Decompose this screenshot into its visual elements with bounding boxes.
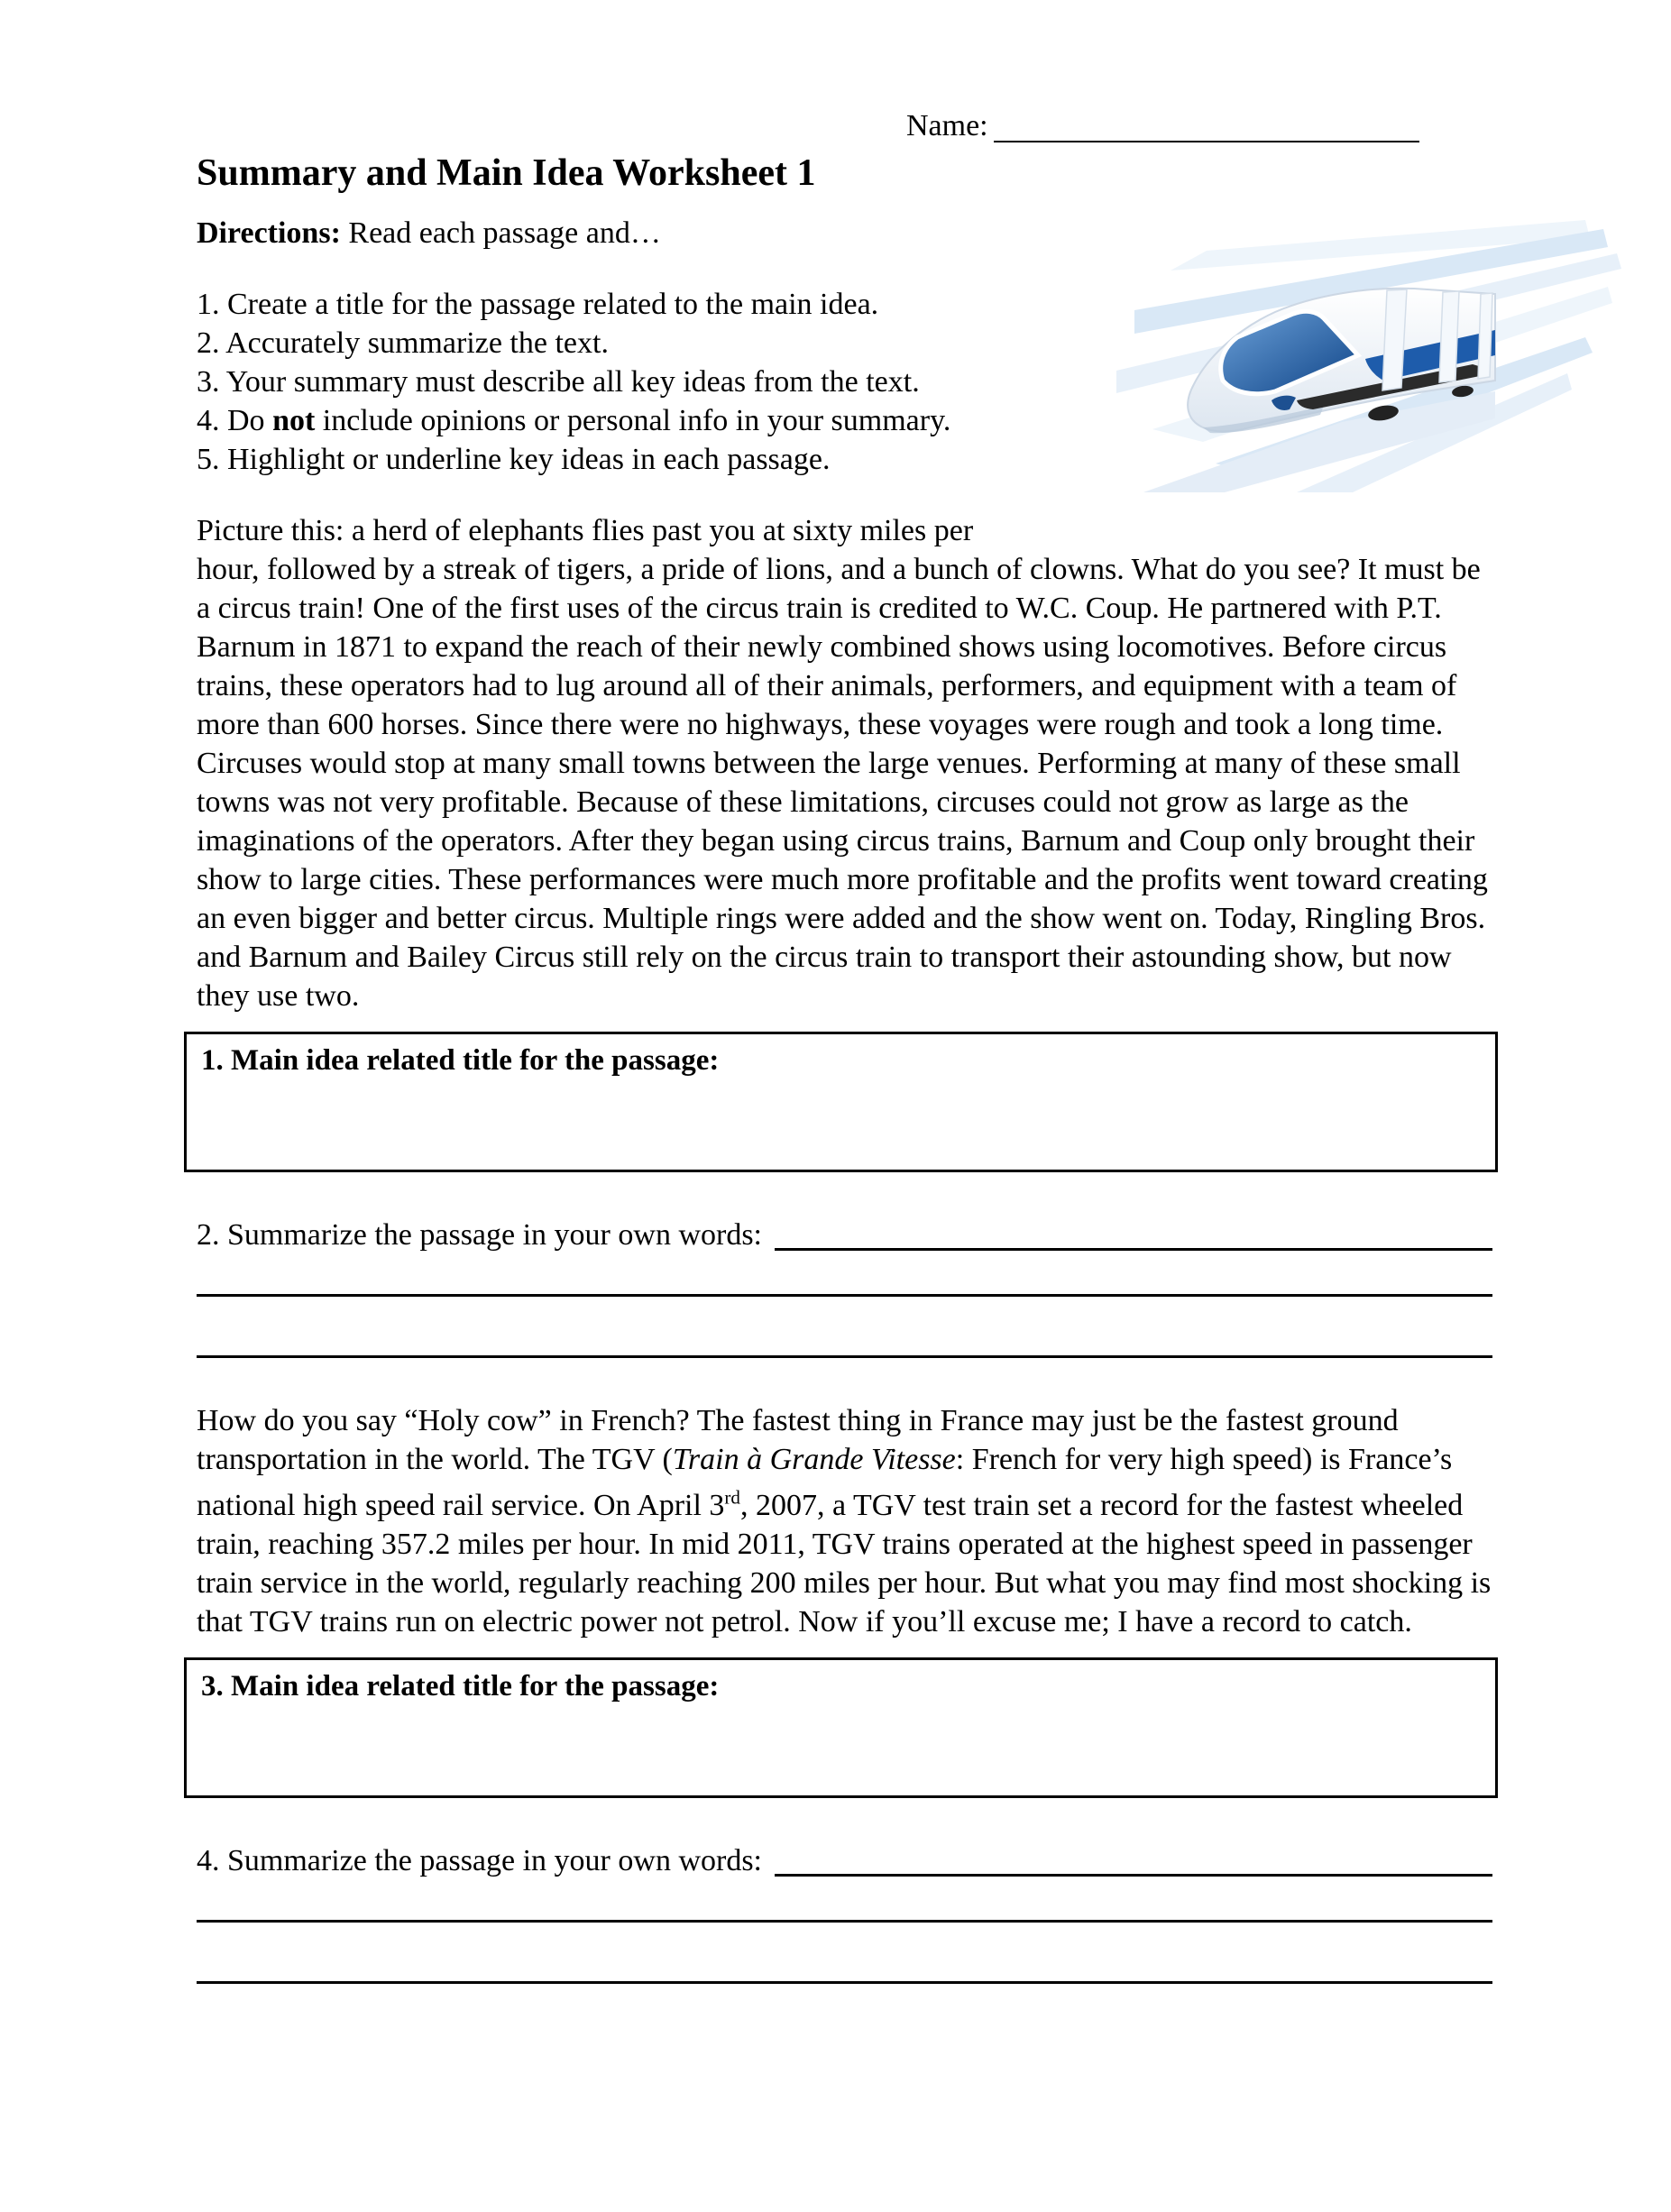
directions-label: Directions: — [197, 216, 341, 250]
q3-label: 3. Main idea related title for the passage: — [201, 1670, 720, 1703]
directions-line — [197, 214, 1492, 252]
title-answer-box-2[interactable] — [184, 1657, 1498, 1798]
directions-list-item: 4. Do not include opinions or personal info in your summary. — [197, 404, 951, 437]
passage-1-first-line: Picture this: a herd of elephants flies past you at sixty miles per — [197, 514, 974, 547]
passage-1-body: hour, followed by a streak of tigers, a pride of lions, and a bunch of clowns. What do you see? It must be a circus train! One of the first uses of the circus train is credited to W.C. Coup. He partnered with P.T. Barnum in 1871 to expand the reach of their newly combined shows using locomotives. Before circus trains, these operators had to lug around all of their animals, performers, and equipment with a team of more than 600 horses. Since there were no highways, these voyages were rough and took a long time. Circuses would stop at many small towns between the large venues. Performing at many of these small towns was not very profitable. Because of these limitations, circuses could not grow as large as the imaginations of the operators. After they began using circus trains, Barnum and Coup only brought their show to large cities. These performances were much more profitable and the profits went toward creating an even bigger and better circus. Multiple rings were added and the show went on. Today, Ringling Bros. and Barnum and Bailey Circus still rely on the circus train to transport their astounding show, but now they use two. — [197, 553, 1488, 1013]
page-title: Summary and Main Idea Worksheet 1 — [197, 152, 816, 194]
name-input-line[interactable] — [994, 110, 1419, 142]
directions-list — [197, 285, 1492, 479]
q4-row — [197, 1841, 1492, 1880]
q2-row — [197, 1216, 1492, 1254]
title-answer-box-1[interactable] — [184, 1032, 1498, 1172]
q4-writing-line-1[interactable] — [197, 1880, 1492, 1923]
directions-list-item: 2. Accurately summarize the text. — [197, 326, 609, 360]
name-label: Name: — [906, 109, 988, 142]
passage-2 — [197, 1401, 1492, 1641]
directions-list-item: 1. Create a title for the passage related to the main idea. — [197, 288, 879, 321]
q2-writing-line-1[interactable] — [197, 1254, 1492, 1297]
q4-writing-line-2[interactable] — [197, 1923, 1492, 1984]
passage-1 — [197, 511, 1492, 1015]
q4-label: 4. Summarize the passage in your own words: — [197, 1844, 762, 1878]
q2-writing-line-2[interactable] — [197, 1297, 1492, 1358]
q2-label: 2. Summarize the passage in your own words: — [197, 1218, 762, 1252]
directions-text: Read each passage and… — [340, 216, 661, 250]
q2-answer-line[interactable] — [775, 1216, 1492, 1251]
passage-2-text: How do you say “Holy cow” in French? The fastest thing in France may just be the fastest ground transportation in the world. The TGV (Train à Grande Vitesse: French for very high speed) is France’s national high speed rail service. On April 3rd, 2007, a TGV test train set a record for the fastest wheeled train, reaching 357.2 miles per hour. In mid 2011, TGV trains operated at the highest speed in passenger train service in the world, regularly reaching 200 miles per hour. But what you may find most shocking is that TGV trains run on electric power not petrol. Now if you’ll excuse me; I have a record to catch. — [197, 1404, 1492, 1639]
directions-list-item: 3. Your summary must describe all key ideas from the text. — [197, 365, 920, 399]
q1-label: 1. Main idea related title for the passage: — [201, 1044, 720, 1077]
name-row — [197, 106, 1492, 145]
q4-answer-line[interactable] — [775, 1841, 1492, 1877]
worksheet-page — [197, 0, 1492, 1984]
directions-list-item: 5. Highlight or underline key ideas in each passage. — [197, 443, 831, 476]
